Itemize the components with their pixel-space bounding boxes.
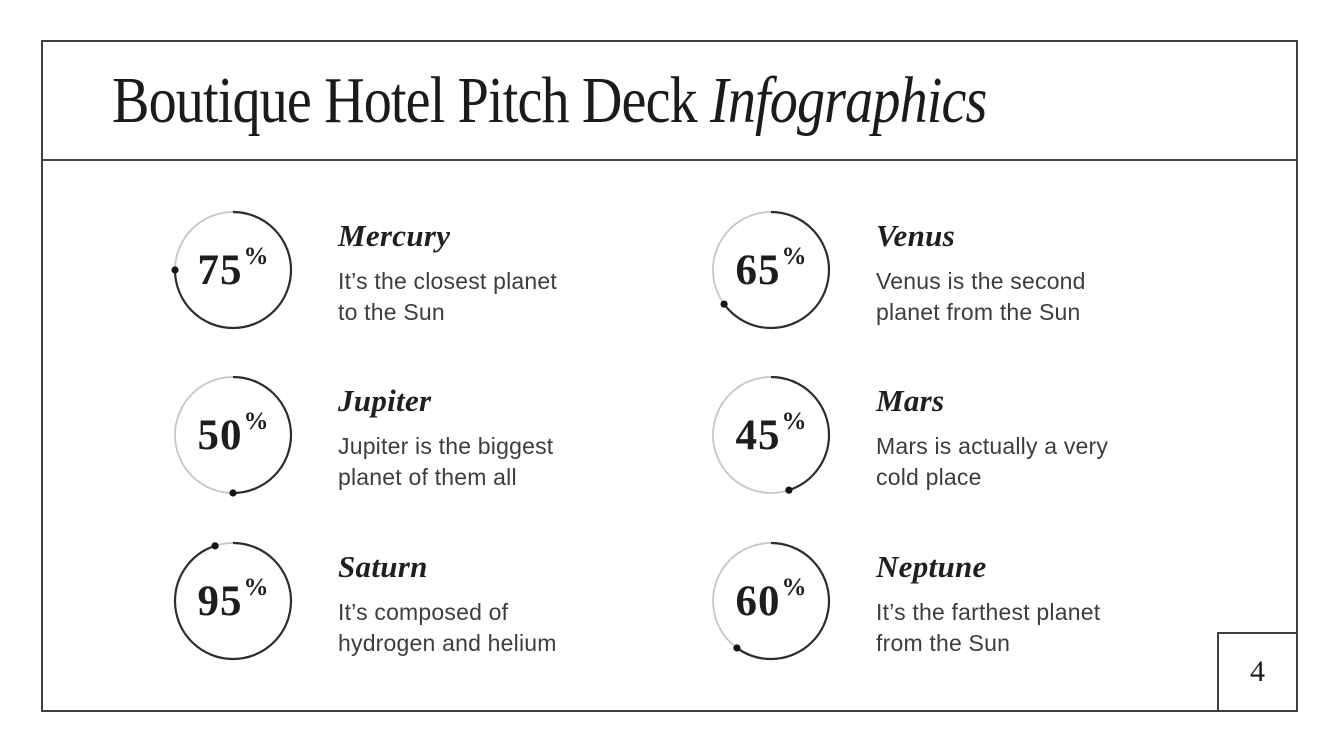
planet-stat-item <box>173 541 557 661</box>
progress-ring <box>173 210 293 330</box>
page-title <box>112 63 987 139</box>
planet-name: Mars <box>876 383 945 418</box>
page-title-italic: Infographics <box>710 63 987 137</box>
planet-description-line: to the Sun <box>338 299 445 325</box>
planet-description-line: It’s composed of <box>338 599 509 625</box>
percent-label <box>711 375 831 495</box>
planet-stat-item <box>173 210 557 330</box>
planet-name: Mercury <box>338 218 451 253</box>
planet-stat-item <box>173 375 553 495</box>
percent-sign: % <box>243 574 269 601</box>
planet-text-block <box>876 375 1108 493</box>
percent-sign: % <box>781 408 807 435</box>
planet-stat-item <box>711 541 1100 661</box>
planet-stat-item <box>711 375 1108 495</box>
planet-name: Saturn <box>338 549 428 584</box>
planet-text-block <box>338 375 553 493</box>
planet-description-line: planet from the Sun <box>876 299 1081 325</box>
percent-value: 95 <box>197 577 243 625</box>
planet-description-line: Venus is the second <box>876 268 1086 294</box>
planet-name: Jupiter <box>338 383 432 418</box>
planet-text-block <box>338 541 557 659</box>
planet-name: Venus <box>876 218 956 253</box>
progress-ring <box>173 375 293 495</box>
percent-value: 65 <box>735 246 781 294</box>
percent-value: 50 <box>197 411 243 459</box>
planet-description-line: It’s the farthest planet <box>876 599 1101 625</box>
page-title-regular: Boutique Hotel Pitch Deck <box>112 63 711 137</box>
planet-description <box>876 266 1086 328</box>
percent-label <box>711 541 831 661</box>
page-number: 4 <box>1250 655 1265 688</box>
planet-text-block <box>876 541 1100 659</box>
percent-sign: % <box>781 574 807 601</box>
planet-description-line: planet of them all <box>338 464 517 490</box>
planet-name: Neptune <box>876 549 987 584</box>
percent-value: 60 <box>735 577 781 625</box>
percent-sign: % <box>781 243 807 270</box>
planet-description-line: It’s the closest planet <box>338 268 557 294</box>
planet-description <box>338 266 557 328</box>
planet-text-block <box>876 210 1086 328</box>
percent-value: 75 <box>197 246 243 294</box>
progress-ring <box>711 541 831 661</box>
planet-stat-item <box>711 210 1086 330</box>
percent-label <box>173 210 293 330</box>
percent-label <box>711 210 831 330</box>
planet-description-line: cold place <box>876 464 982 490</box>
planet-description <box>338 431 553 493</box>
percent-label <box>173 541 293 661</box>
planet-description <box>876 431 1108 493</box>
planet-description-line: from the Sun <box>876 630 1011 656</box>
planet-description-line: Mars is actually a very <box>876 433 1109 459</box>
slide-header <box>43 42 1296 161</box>
slide-frame <box>41 40 1298 712</box>
percent-sign: % <box>243 243 269 270</box>
percent-sign: % <box>243 408 269 435</box>
page-number-box <box>1217 632 1298 712</box>
planet-description <box>876 597 1100 659</box>
planet-description <box>338 597 557 659</box>
planet-description-line: hydrogen and helium <box>338 630 557 656</box>
planet-description-line: Jupiter is the biggest <box>338 433 554 459</box>
progress-ring <box>711 210 831 330</box>
percent-label <box>173 375 293 495</box>
progress-ring <box>711 375 831 495</box>
planet-text-block <box>338 210 557 328</box>
progress-ring <box>173 541 293 661</box>
percent-value: 45 <box>735 411 781 459</box>
